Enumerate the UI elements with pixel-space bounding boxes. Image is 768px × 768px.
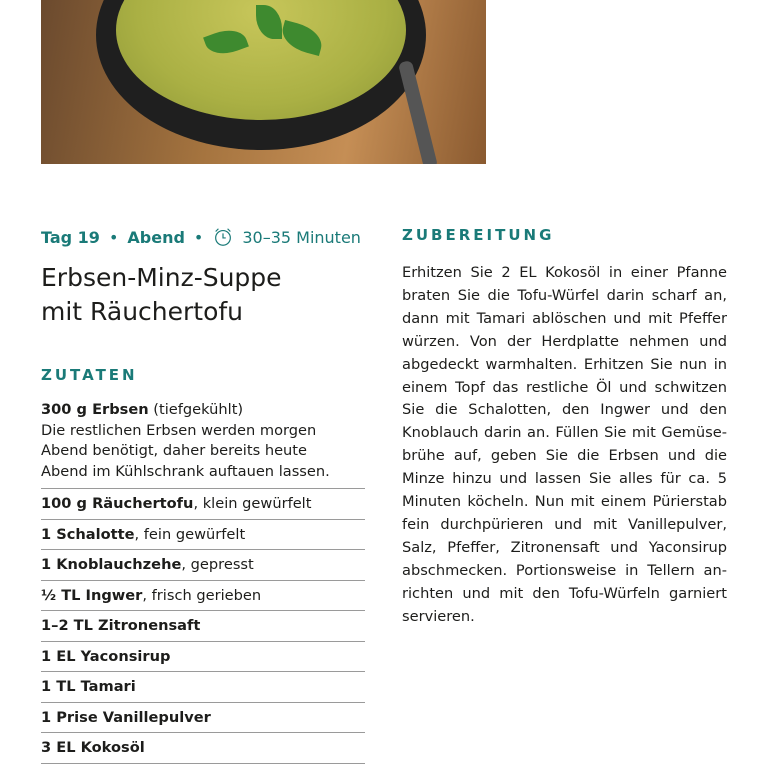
preparation-line: Minze hinzu und lassen Sie alles für ca. 5 (402, 470, 727, 488)
preparation-line: richten und mit den Tofu-Würfeln garniert (402, 584, 727, 602)
ingredient-item (41, 703, 365, 734)
preparation-line: fein durchpürieren und mit Vanillepulver, (402, 515, 727, 533)
ingredient-item (41, 642, 365, 673)
ingredients-heading: ZUTATEN (41, 366, 138, 384)
ingredient-detail: , gepresst (181, 556, 254, 573)
ingredient-note: Abend im Kühlschrank auftauen lassen. (41, 462, 330, 480)
preparation-line: Erhitzen Sie 2 EL Kokosöl in einer Pfanne (402, 264, 727, 281)
preparation-line: abgedeckt warmhalten. Erhitzen Sie nun in (402, 355, 727, 373)
preparation-line: servieren. (402, 607, 475, 625)
ingredient-amount: 3 EL Kokosöl (41, 739, 145, 756)
ingredient-note: Abend benötigt, daher bereits heute (41, 442, 308, 459)
ingredient-item (41, 733, 365, 764)
ingredient-detail: , frisch gerieben (142, 586, 262, 604)
soup-photo (41, 0, 486, 164)
ingredient-amount: 1 Knoblauchzehe (41, 556, 182, 573)
preparation-line: Minuten köcheln. Nun mit einem Pürierstab (402, 493, 727, 511)
ingredient-item (41, 611, 365, 642)
preparation-line: abschmecken. Portionsweise in Tellern an- (402, 561, 727, 579)
preparation-line: brühe auf, geben Sie die Erbsen und die (402, 447, 727, 465)
ingredient-amount: 1 Schalotte (41, 525, 135, 543)
ingredient-amount: 100 g Räuchertofu (41, 495, 194, 512)
ingredient-note: Die restlichen Erbsen werden morgen (41, 421, 317, 439)
ingredient-item (41, 400, 365, 489)
preparation-line: Sie die Schalotten, den Ingwer und den (402, 401, 727, 419)
preparation-line: Salz, Pfeffer, Zitronensaft und Yaconsirup (402, 538, 727, 556)
ingredient-amount: ½ TL Ingwer (41, 586, 143, 604)
preparation-line: würzen. Von der Herdplatte nehmen und (402, 332, 727, 350)
alarm-clock-icon (212, 226, 234, 248)
preparation-line: braten Sie die Tofu-Würfel darin scharf an, (402, 286, 727, 304)
ingredient-detail: (tiefgekühlt) (148, 401, 244, 418)
preparation-line: Knoblauch darin an. Füllen Sie mit Gemüse- (402, 424, 727, 442)
ingredient-amount: 1–2 TL Zitronensaft (41, 617, 201, 634)
title-line: Erbsen-Minz-Suppe (41, 263, 282, 292)
ingredient-amount: 1 Prise Vanillepulver (41, 708, 211, 726)
preparation-text (402, 262, 727, 629)
ingredient-amount: 300 g Erbsen (41, 401, 149, 418)
ingredient-amount: 1 TL Tamari (41, 678, 136, 695)
ingredient-amount: 1 EL Yaconsirup (41, 647, 171, 665)
preparation-line: dann mit Tamari ablöschen und mit Pfeffer (402, 309, 727, 327)
ingredient-item (41, 550, 365, 581)
time-label: 30–35 Minuten (242, 227, 361, 247)
preparation-heading: ZUBEREITUNG (402, 226, 555, 244)
ingredient-item (41, 520, 365, 551)
ingredient-item (41, 672, 365, 703)
ingredient-item (41, 581, 365, 612)
ingredient-item (41, 489, 365, 520)
title-line: mit Räuchertofu (41, 297, 244, 326)
ingredient-detail: , klein gewürfelt (193, 495, 312, 512)
separator: • (193, 227, 204, 247)
recipe-meta (41, 226, 361, 248)
preparation-line: einem Topf das restliche Öl und schwitzen (402, 378, 727, 396)
recipe-title (41, 261, 282, 329)
spoon (398, 60, 438, 164)
day-label: Tag 19 (41, 227, 100, 247)
separator: • (108, 227, 119, 247)
ingredients-list (41, 400, 365, 764)
meal-label: Abend (127, 227, 185, 247)
ingredient-detail: , fein gewürfelt (134, 525, 246, 543)
